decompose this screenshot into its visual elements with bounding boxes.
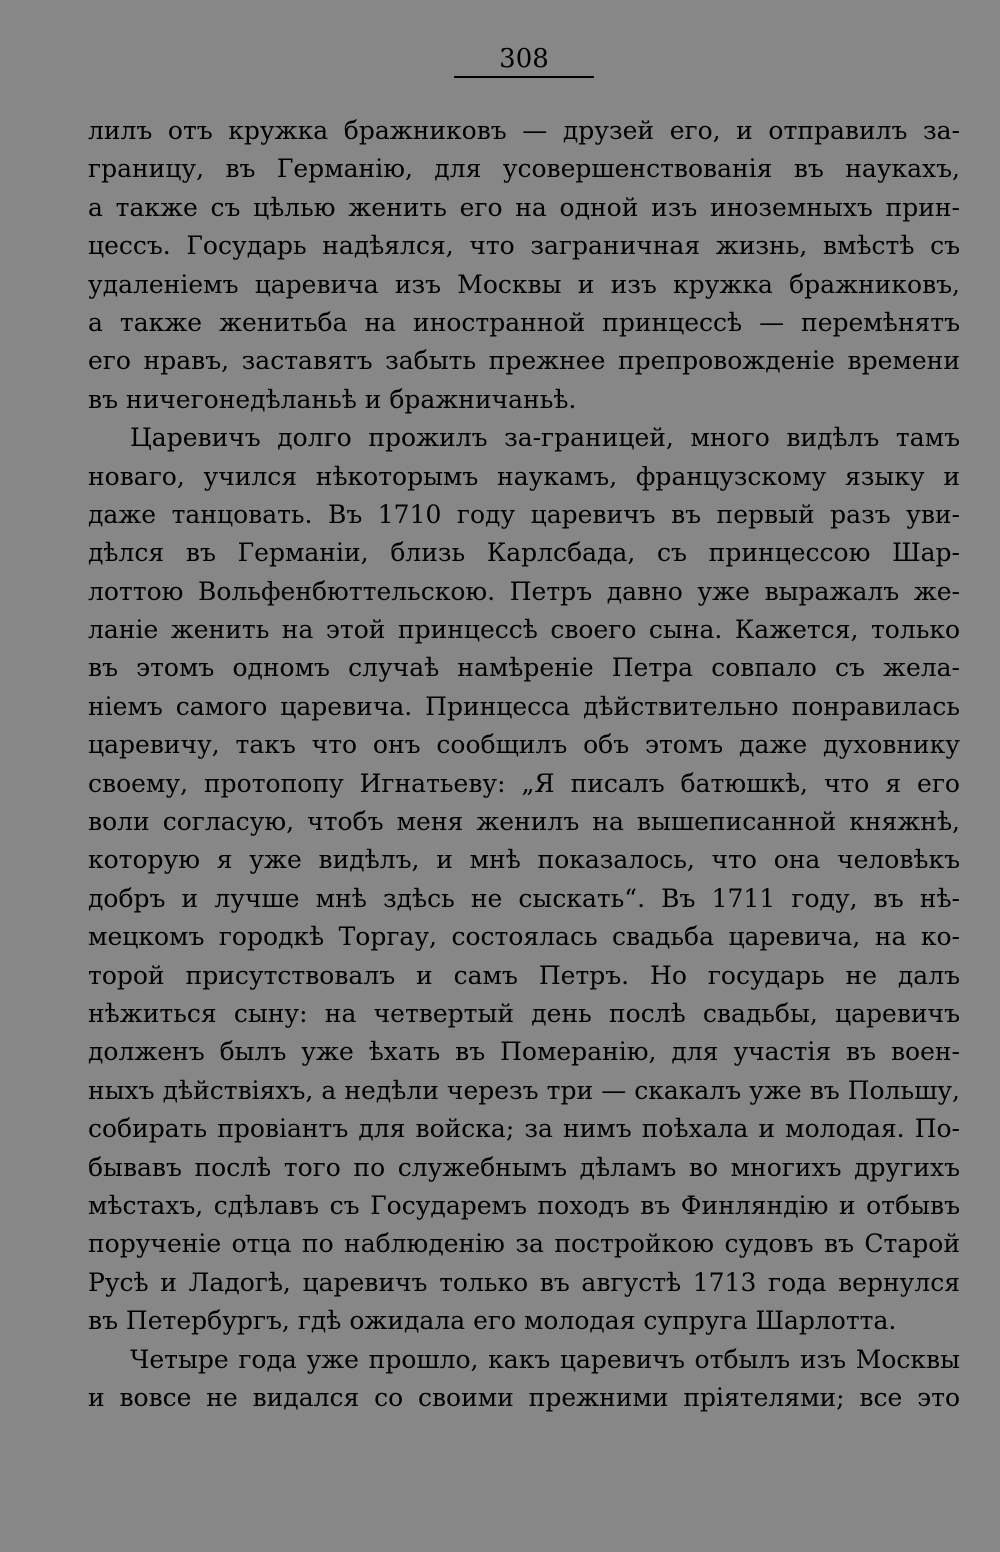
text-line: которую я уже видѣлъ, и мнѣ показалось, что она человѣкъ	[88, 845, 960, 875]
text-line: а также съ цѣлью женить его на одной изъ иноземныхъ прин-	[88, 192, 960, 222]
header-rule	[454, 76, 594, 78]
body-text	[88, 112, 960, 1417]
text-line: его нравъ, заставятъ забыть прежнее препровожденіе времени	[88, 346, 960, 376]
text-line: нѣжиться сыну: на четвертый день послѣ свадьбы, царевичъ	[88, 998, 960, 1028]
text-line: въ Петербургъ, гдѣ ожидала его молодая супруга Шарлотта.	[88, 1306, 897, 1336]
text-line: своему, протопопу Игнатьеву: „Я писалъ батюшкѣ, что я его	[88, 768, 960, 798]
paragraph	[88, 1341, 960, 1418]
text-line: торой присутствовалъ и самъ Петръ. Но государь не далъ	[88, 960, 960, 990]
text-line: лилъ отъ кружка бражниковъ — друзей его, и отправилъ за-	[88, 116, 960, 145]
paragraph	[88, 419, 960, 1340]
text-line: въ этомъ одномъ случаѣ намѣреніе Петра совпало съ жела-	[88, 653, 960, 683]
text-line: границу, въ Германію, для усовершенствованія въ наукахъ,	[88, 154, 960, 184]
text-line: удаленіемъ царевича изъ Москвы и изъ кружка бражниковъ,	[88, 269, 960, 299]
text-line: мѣстахъ, сдѣлавъ съ Государемъ походъ въ Финляндію и отбывъ	[88, 1190, 960, 1220]
text-line: добръ и лучше мнѣ здѣсь не сыскать“. Въ 1711 году, въ нѣ-	[88, 883, 960, 913]
text-line: даже танцовать. Въ 1710 году царевичъ въ первый разъ уви-	[88, 499, 960, 529]
text-line: цессъ. Государь надѣялся, что заграничная жизнь, вмѣстѣ съ	[88, 231, 960, 261]
page-header	[88, 40, 960, 84]
text-line: новаго, учился нѣкоторымъ наукамъ, французскому языку и	[88, 461, 960, 491]
text-line: Русѣ и Ладогѣ, царевичъ только въ августѣ 1713 года вернулся	[88, 1267, 960, 1297]
text-line: а также женитьба на иностранной принцессѣ — перемѣнятъ	[88, 307, 960, 337]
book-page	[88, 40, 960, 1520]
text-line: долженъ былъ уже ѣхать въ Померанію, для участія въ воен-	[88, 1037, 960, 1067]
text-line: бывавъ послѣ того по служебнымъ дѣламъ во многихъ другихъ	[88, 1152, 960, 1182]
text-line: ланіе женить на этой принцессѣ своего сына. Кажется, только	[88, 615, 960, 645]
page-number: 308	[499, 44, 549, 74]
text-line: собирать провіантъ для войска; за нимъ поѣхала и молодая. По-	[88, 1114, 960, 1144]
text-line: лоттою Вольфенбюттельскою. Петръ давно уже выражалъ же-	[88, 576, 960, 606]
text-line: воли согласую, чтобъ меня женилъ на вышеписанной княжнѣ,	[88, 807, 960, 837]
text-line: и вовсе не видался со своими прежними пріятелями; все это	[88, 1382, 960, 1412]
text-line: Царевичъ долго прожилъ за-границей, много видѣлъ тамъ	[130, 423, 960, 453]
text-line: въ ничегонедѣланьѣ и бражничаньѣ.	[88, 384, 577, 414]
text-line: ніемъ самого царевича. Принцесса дѣйствительно понравилась	[88, 691, 960, 721]
paragraph	[88, 112, 960, 419]
text-line: порученіе отца по наблюденію за постройкою судовъ въ Старой	[88, 1229, 960, 1259]
text-line: дѣлся въ Германіи, близь Карлсбада, съ принцессою Шар-	[88, 538, 960, 568]
text-line: ныхъ дѣйствіяхъ, а недѣли черезъ три — скакалъ уже въ Польшу,	[88, 1075, 960, 1105]
text-line: царевичу, такъ что онъ сообщилъ объ этомъ даже духовнику	[88, 730, 960, 760]
text-line: Четыре года уже прошло, какъ царевичъ отбылъ изъ Москвы	[130, 1344, 960, 1374]
text-line: мецкомъ городкѣ Торгау, состоялась свадьба царевича, на ко-	[88, 922, 960, 952]
